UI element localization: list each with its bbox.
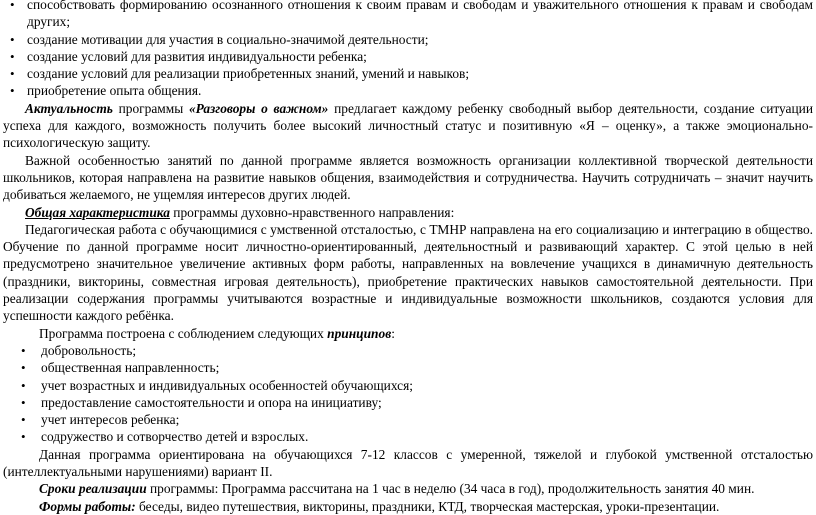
actuality-paragraph xyxy=(3,100,813,152)
general-term: Общая характеристика xyxy=(25,204,170,220)
list-item: • создание условий для реализации приобретенных знаний, умений и навыков; xyxy=(3,65,813,82)
actuality-term: Актуальность xyxy=(25,100,113,116)
pedagogical-paragraph: Педагогическая работа с обучающимися с умственной отсталостью, с ТМНР направлена на его социализацию и интеграцию в общество. Обучение по данной программе носит личностно-ориентированный, деятельностный и развивающий характер. С этой целью в ней предусмотрено значительное увеличение активных форм работы, направленных на вовлечение учащихся в динамичную деятельность (праздники, викторины, совместная игровая деятельность), приобретение практических навыков самостоятельной деятельности. При реализации содержания программы учитываются возрастные и индивидуальные возможности школьников, создаются условия для успешности каждого ребёнка. xyxy=(3,221,813,324)
principles-list xyxy=(3,342,813,446)
list-item: • способствовать формированию осознанного отношения к своим правам и свободам и уважительного отношения к правам и свободам других; xyxy=(3,0,813,31)
actuality-mid: программы xyxy=(112,100,189,116)
actuality-text: предлагает каждому ребенку свободный выбор деятельности, создание ситуации успеха для каждого, возможность получить более высокий личностный статус и позитивную «Я – оценку», а также эмоционально-психологическую защиту. xyxy=(3,100,814,151)
terms-text: программы: Программа рассчитана на 1 час в неделю (34 часа в год), продолжительность занятия 40 мин. xyxy=(146,481,755,497)
list-item: • учет возрастных и индивидуальных особенностей обучающихся; xyxy=(3,377,813,394)
list-item: • создание условий для развития индивидуальности ребенка; xyxy=(3,48,813,65)
program-name: «Разговоры о важном» xyxy=(188,100,329,116)
general-paragraph xyxy=(3,204,813,221)
principles-lead xyxy=(3,325,813,342)
list-item: • приобретение опыта общения. xyxy=(3,82,813,99)
list-item: • учет интересов ребенка; xyxy=(3,411,813,428)
list-item: • общественная направленность; xyxy=(3,359,813,376)
general-text: программы духовно-нравственного направления: xyxy=(169,204,455,220)
list-item: • предоставление самостоятельности и опора на инициативу; xyxy=(3,394,813,411)
terms-paragraph xyxy=(3,480,813,497)
forms-term: Формы работы: xyxy=(39,498,136,514)
list-item: • создание мотивации для участия в социально-значимой деятельности; xyxy=(3,31,813,48)
principles-term: принципов xyxy=(327,325,392,341)
importance-paragraph: Важной особенностью занятий по данной программе является возможность организации коллективной творческой деятельности школьников, которая направлена на развитие навыков общения, взаимодействия и сотрудничества. Научить сотрудничать – значит научить добиваться желаемого, не ущемляя интересов других людей. xyxy=(3,152,813,203)
terms-term: Сроки реализации xyxy=(39,481,147,497)
forms-paragraph xyxy=(3,498,813,515)
principles-colon: : xyxy=(391,325,395,341)
principles-text: Программа построена с соблюдением следующих xyxy=(39,325,328,341)
target-paragraph: Данная программа ориентирована на обучающихся 7-12 классов с умеренной, тяжелой и глубокой умственной отсталостью (интеллектуальными нарушениями) вариант II. xyxy=(3,446,813,480)
forms-text: беседы, видео путешествия, викторины, праздники, КТД, творческая мастерская, уроки-презентации. xyxy=(135,498,720,514)
list-item: • добровольность; xyxy=(3,342,813,359)
list-item: • содружество и сотворчество детей и взрослых. xyxy=(3,428,813,445)
goals-list xyxy=(3,0,813,100)
